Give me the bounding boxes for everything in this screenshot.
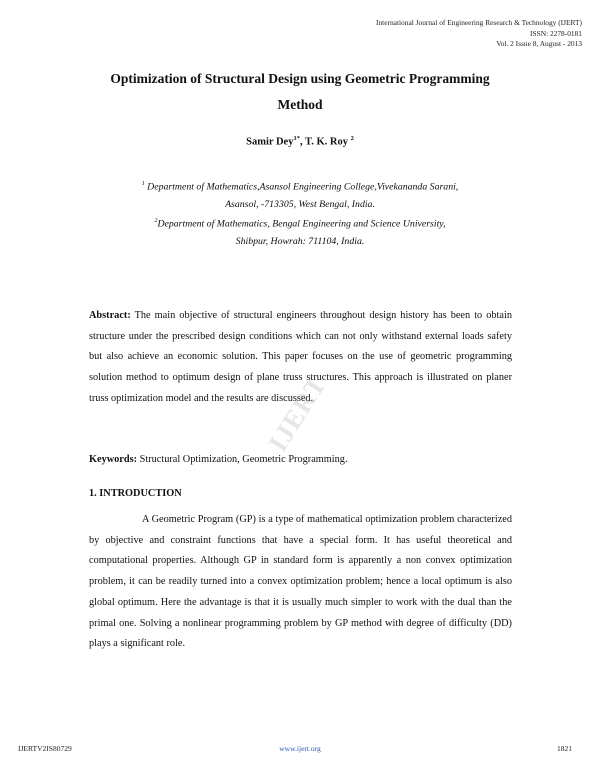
paper-title [0, 66, 600, 118]
affiliations [0, 176, 600, 251]
affiliation-2-marker: 2 [154, 218, 158, 225]
keywords-text: Structural Optimization, Geometric Programming. [137, 454, 348, 465]
page-number: 1821 [557, 744, 572, 753]
volume-issue: Vol. 2 Issue 8, August - 2013 [496, 39, 582, 48]
abstract-label: Abstract: [89, 310, 131, 321]
affiliation-1-line-2: Asansol, -713305, West Bengal, India. [225, 198, 375, 210]
author-separator: , [299, 136, 306, 148]
affiliation-1-text: Department of Mathematics,Asansol Engineering College,Vivekananda Sarani, [144, 181, 459, 193]
journal-name: International Journal of Engineering Research & Technology (IJERT) [376, 18, 582, 27]
ijert-watermark: IJERT [262, 369, 333, 457]
affiliation-1-marker: 1 [141, 181, 145, 187]
affiliation-2-line-2: Shibpur, Howrah: 711104, India. [235, 236, 365, 248]
affiliation-1-line-1 [0, 176, 600, 196]
affiliation-2-line-1 [0, 213, 600, 233]
author-2-marker: 2 [350, 135, 354, 142]
issn: ISSN: 2278-0181 [530, 28, 582, 38]
title-line-2: Method [277, 97, 323, 112]
keywords-label: Keywords: [89, 454, 138, 465]
running-header [376, 18, 582, 50]
paper-id: IJERTV2IS80729 [18, 744, 72, 753]
introduction-paragraph: A Geometric Program (GP) is a type of mathematical optimization problem characterized by objective and constraint functions that have a special form. It has useful theoretical and computational properties. Although GP in standard form is apparently a non convex optimization problem, it can be readily turned into a convex optimization problem; hence a local optimum is also global optimum. Here the advantage is that it is usually much simpler to work with the dual than the primal one. Solving a nonlinear programming problem by GP method with degree of difficulty (DD) plays a significant role. [89, 514, 512, 650]
title-line-1: Optimization of Structural Design using Geometric Programming [110, 71, 490, 86]
section-heading-introduction: 1. INTRODUCTION [89, 488, 182, 499]
keywords [89, 450, 512, 471]
author-2: T. K. Roy [305, 136, 348, 148]
affiliation-2-text: Department of Mathematics, Bengal Engineering and Science University, [157, 218, 446, 230]
author-1: Samir Dey [246, 136, 294, 148]
website-link[interactable]: www.ijert.org [279, 744, 321, 753]
abstract-text: The main objective of structural engineers throughout design history has been to obtain structure under the prescribed design conditions which can not only withstand external loads safety but also achieve an economic solution. This paper focuses on the use of geometric programming solution method to optimum design of plane truss structures. This approach is illustrated on planer truss optimization model and the results are discussed. [89, 310, 512, 404]
author-list [0, 135, 600, 148]
author-1-marker: 1* [293, 135, 300, 142]
